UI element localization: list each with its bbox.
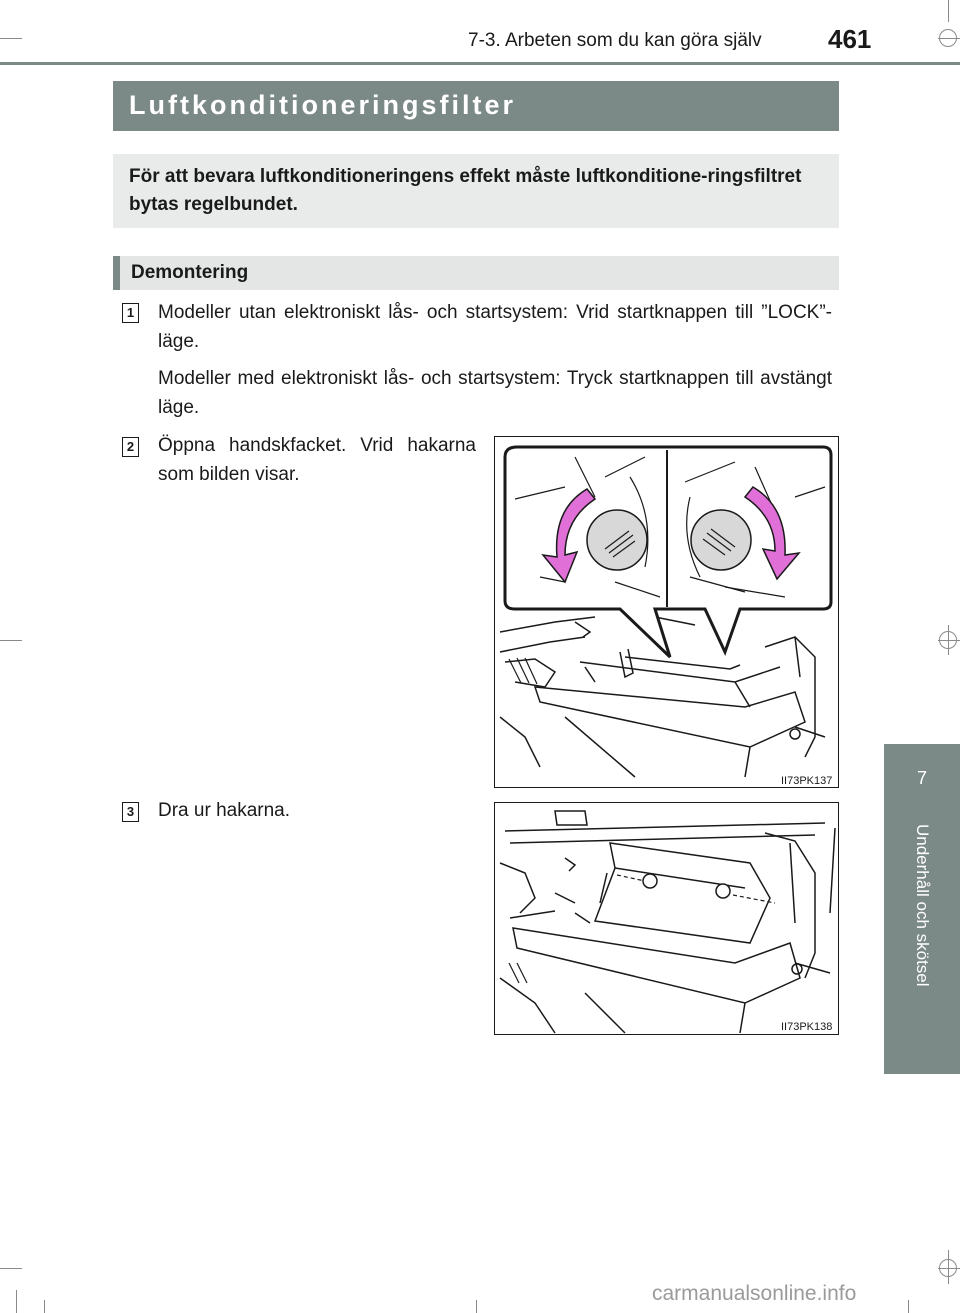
watermark: carmanualsonline.info — [652, 1282, 857, 1305]
chapter-number: 7 — [916, 768, 927, 788]
figure-code: II73PK138 — [781, 1021, 833, 1033]
figure-rotate-stoppers — [494, 436, 839, 788]
crop-mark — [476, 1300, 477, 1313]
crop-mark — [948, 0, 949, 22]
step-1-badge: 1 — [122, 303, 139, 323]
subheading: Demontering — [131, 262, 249, 283]
page-title: Luftkonditioneringsfilter — [129, 90, 516, 120]
crop-mark — [908, 1300, 909, 1313]
page-number: 461 — [828, 24, 872, 54]
crop-mark — [44, 1300, 45, 1313]
section-path: 7-3. Arbeten som du kan göra själv — [468, 30, 762, 51]
subheading-bar — [113, 256, 839, 290]
step-2-badge: 2 — [122, 437, 139, 457]
crop-mark — [939, 1259, 957, 1277]
intro-box — [113, 154, 839, 228]
chapter-label: Underhåll och skötsel — [913, 824, 932, 987]
crop-mark — [939, 29, 957, 47]
chapter-tab — [884, 744, 960, 1074]
figure-pull-stoppers — [494, 802, 839, 1035]
header-rule — [0, 62, 960, 65]
crop-mark — [0, 1268, 22, 1269]
crop-mark — [16, 1290, 17, 1313]
page-title-bar — [113, 81, 839, 131]
figure-code: II73PK137 — [781, 775, 833, 787]
step-1-paragraph-1: Modeller utan elektroniskt lås- och startsystem: Vrid startknappen till ”LOCK”-läge. — [158, 302, 832, 352]
glovebox-open-illustration — [495, 803, 839, 1035]
step-3-text: Dra ur hakarna. — [158, 800, 291, 821]
crop-mark — [939, 631, 957, 649]
intro-text: För att bevara luftkonditioneringens effekt måste luftkonditione-ringsfiltret bytas regelbundet. — [129, 166, 802, 215]
subheading-accent — [113, 256, 120, 290]
crop-mark — [0, 640, 22, 641]
step-1-paragraph-2: Modeller med elektroniskt lås- och startsystem: Tryck startknappen till avstängt läge. — [158, 368, 832, 418]
glovebox-rotate-illustration — [495, 437, 839, 788]
step-3-badge: 3 — [122, 802, 139, 822]
step-2-text: Öppna handskfacket. Vrid hakarna som bilden visar. — [158, 435, 476, 485]
crop-mark — [0, 38, 22, 39]
